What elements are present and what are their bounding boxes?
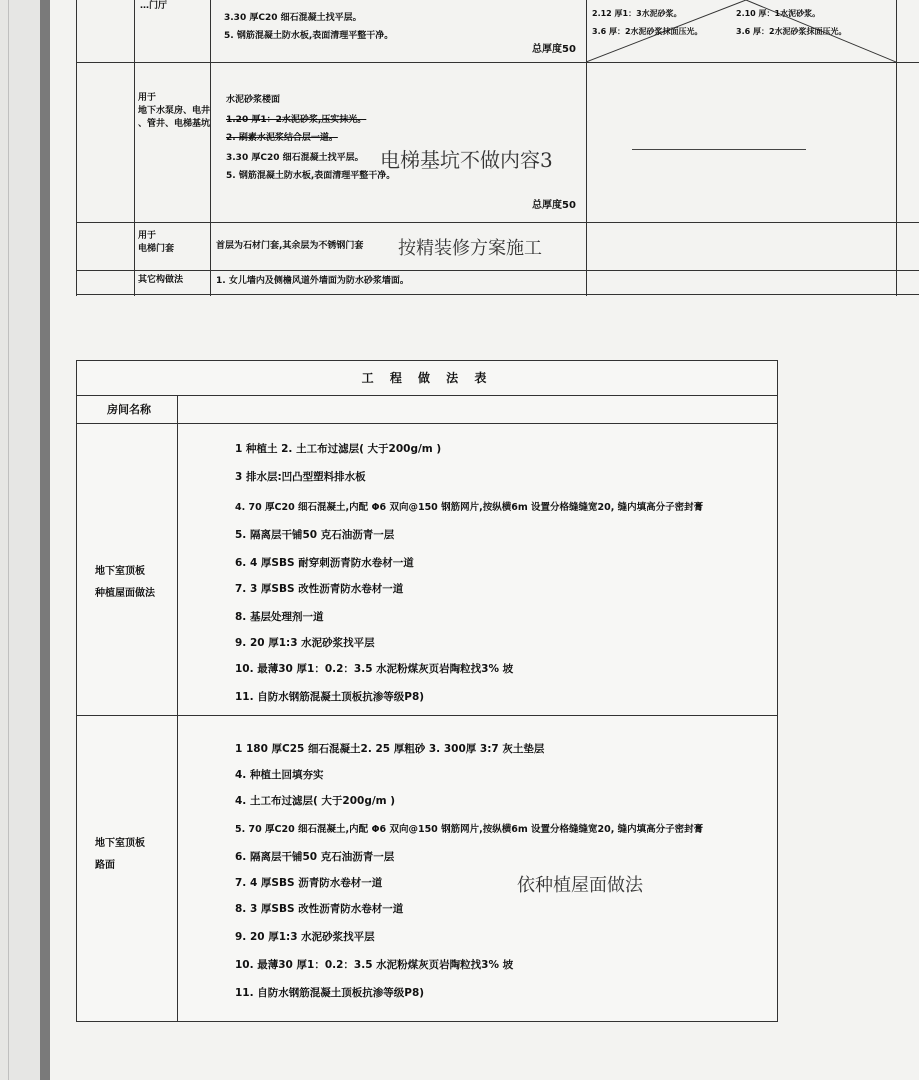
step-line: 1 180 厚C25 细石混凝土2. 25 厚粗砂 3. 300厚 3:7 灰土垫层 bbox=[235, 743, 545, 755]
handwritten-note: 电梯基坑不做内容3 bbox=[380, 148, 553, 172]
engineering-practice-table bbox=[76, 360, 778, 1022]
step-line: 1 种植土 2. 土工布过滤层( 大于200g/m ) bbox=[235, 443, 442, 455]
spec-line: 首层为石材门套,其余层为不锈钢门套 bbox=[216, 241, 364, 251]
step-line: 7. 3 厚SBS 改性沥青防水卷材一道 bbox=[235, 583, 404, 595]
dash-line bbox=[632, 149, 806, 150]
finish-schedule-top-table bbox=[76, 0, 919, 296]
row-label bbox=[138, 230, 174, 256]
spec-line: 5. 钢筋混凝土防水板,表面清理平整干净。 bbox=[226, 171, 396, 181]
section-label bbox=[95, 833, 145, 877]
step-line: 11. 自防水钢筋混凝土顶板抗渗等级P8) bbox=[235, 987, 425, 999]
step-line: 6. 隔离层干铺50 克石油沥青一层 bbox=[235, 851, 395, 863]
row-label: …门厅 bbox=[140, 1, 168, 11]
section-label-line: 地下室顶板 bbox=[95, 838, 145, 849]
spec-line: 3.6 厚：2水泥砂浆抹面压光。 bbox=[592, 27, 703, 36]
step-line: 10. 最薄30 厚1：0.2：3.5 水泥粉煤灰页岩陶粒找3% 坡 bbox=[235, 959, 514, 971]
table-row bbox=[76, 62, 919, 223]
step-line: 8. 3 厚SBS 改性沥青防水卷材一道 bbox=[235, 903, 404, 915]
binder-edge-line bbox=[8, 0, 9, 1080]
table-title: 工 程 做 法 表 bbox=[361, 371, 493, 385]
step-line: 4. 种植土回填夯实 bbox=[235, 769, 324, 781]
spec-line: 5. 钢筋混凝土防水板,表面清理平整干净。 bbox=[224, 31, 394, 41]
total-thickness: 总厚度50 bbox=[532, 44, 576, 55]
section-label bbox=[95, 561, 155, 605]
section-label-line: 种植屋面做法 bbox=[95, 588, 155, 599]
step-line: 6. 4 厚SBS 耐穿刺沥青防水卷材一道 bbox=[235, 557, 414, 569]
spec-heading: 水泥砂浆楼面 bbox=[226, 95, 281, 105]
row-label-line: 用于 bbox=[138, 231, 157, 241]
row-label: 其它构做法 bbox=[138, 275, 184, 285]
section-label-line: 地下室顶板 bbox=[95, 566, 145, 577]
step-line: 7. 4 厚SBS 沥青防水卷材一道 bbox=[235, 877, 383, 889]
spec-line-struck: 1.20 厚1：2水泥砂浆,压实抹光。 bbox=[226, 115, 367, 125]
spec-line: 1. 女儿墙内及侧檐风道外墙面为防水砂浆墙面。 bbox=[216, 276, 409, 286]
table-row bbox=[76, 0, 919, 63]
step-line: 3 排水层:凹凸型塑料排水板 bbox=[235, 471, 366, 483]
step-line: 4. 70 厚C20 细石混凝土,内配 Φ6 双向@150 钢筋网片,按纵横6m 设置分格缝缝宽20, 缝内填高分子密封膏 bbox=[235, 502, 704, 513]
row-label bbox=[138, 92, 210, 131]
spec-line: 3.6 厚：2水泥砂浆抹面压光。 bbox=[736, 27, 847, 36]
column-divider bbox=[177, 395, 178, 1021]
row-label-line: 、管井、电梯基坑 bbox=[138, 119, 211, 129]
handwritten-note: 按精装修方案施工 bbox=[398, 238, 542, 259]
row-divider bbox=[77, 715, 777, 716]
table-row bbox=[76, 222, 919, 271]
total-thickness: 总厚度50 bbox=[532, 200, 576, 211]
step-line: 5. 70 厚C20 细石混凝土,内配 Φ6 双向@150 钢筋网片,按纵横6m 设置分格缝缝宽20, 缝内填高分子密封膏 bbox=[235, 824, 704, 835]
step-line: 4. 土工布过滤层( 大于200g/m ) bbox=[235, 795, 396, 807]
row-label-line: 地下水泵房、电井 bbox=[138, 106, 211, 116]
row-divider bbox=[77, 423, 777, 424]
spec-line: 2.10 厚：1水泥砂浆。 bbox=[736, 9, 821, 18]
section-label-line: 路面 bbox=[95, 860, 115, 871]
handwritten-note: 依种植屋面做法 bbox=[517, 875, 643, 896]
step-line: 11. 自防水钢筋混凝土顶板抗渗等级P8) bbox=[235, 691, 425, 703]
spec-line-struck: 2. 刷素水泥浆结合层一道。 bbox=[226, 133, 338, 143]
table-row bbox=[76, 270, 919, 295]
row-label-line: 电梯门套 bbox=[138, 244, 175, 254]
step-line: 8. 基层处理剂一道 bbox=[235, 611, 324, 623]
binder-strip bbox=[0, 0, 40, 1080]
spec-line: 3.30 厚C20 细石混凝土找平层。 bbox=[226, 153, 364, 163]
step-line: 9. 20 厚1:3 水泥砂浆找平层 bbox=[235, 931, 375, 943]
step-line: 10. 最薄30 厚1：0.2：3.5 水泥粉煤灰页岩陶粒找3% 坡 bbox=[235, 663, 514, 675]
room-name-header: 房间名称 bbox=[107, 403, 151, 416]
spec-line: 3.30 厚C20 细石混凝土找平层。 bbox=[224, 13, 362, 23]
row-label-line: 用于 bbox=[138, 93, 157, 103]
step-line: 9. 20 厚1:3 水泥砂浆找平层 bbox=[235, 637, 375, 649]
binder-shadow-bar bbox=[40, 0, 50, 1080]
row-divider bbox=[77, 395, 777, 396]
step-line: 5. 隔离层干铺50 克石油沥青一层 bbox=[235, 529, 395, 541]
spec-line: 2.12 厚1：3水泥砂浆。 bbox=[592, 9, 682, 18]
